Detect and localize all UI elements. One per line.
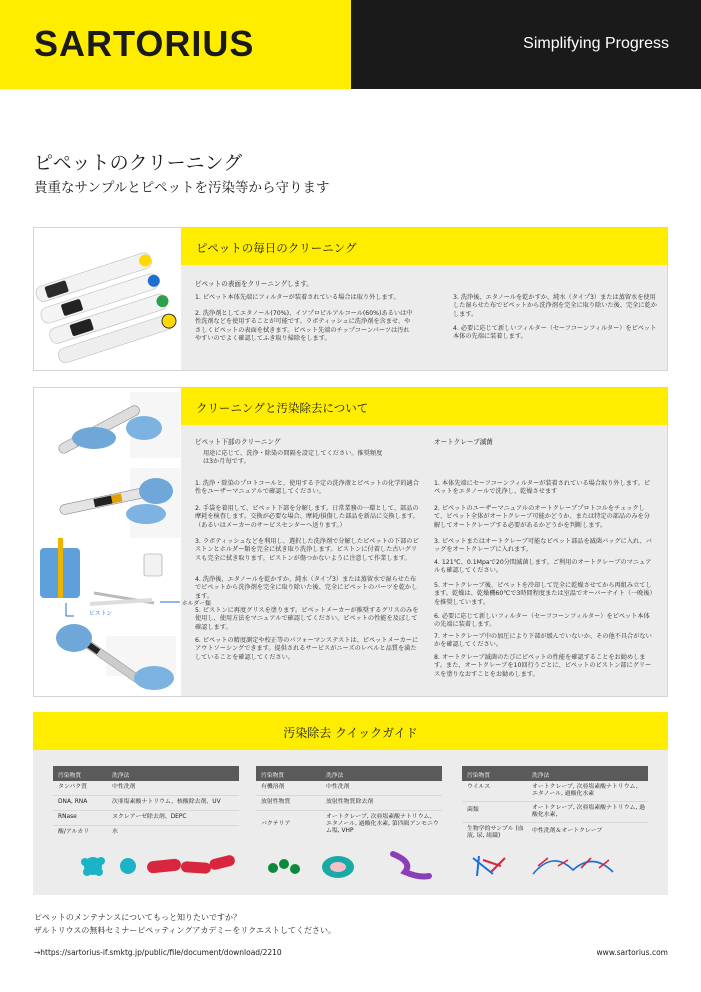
table-cell: オートクレーブ, 次亜塩素酸ナトリウム、エタノール, 過酸化水素, 第四級アンモニウム塩, VHP: [326, 814, 439, 835]
col-contaminant: 汚染物質: [467, 773, 491, 779]
table-row: [256, 796, 442, 811]
table-cell: 中性洗剤: [112, 784, 136, 790]
table-row: [53, 811, 239, 826]
col-method: 洗浄法: [112, 773, 130, 779]
disassembly-photos: [34, 388, 181, 696]
table-cell: DNA, RNA: [58, 799, 88, 805]
quick-table-3-header: [462, 766, 648, 781]
lower-step-5: 5. ピストンに再度グリスを塗ります。ピペットメーカーが推奨するグリスのみを使用し、使用方法をマニュアルで確認してください。ピペットの性能を及ぼして確認します。: [195, 607, 419, 631]
decontamination-body: [181, 425, 667, 696]
table-cell: バクテリア: [261, 821, 291, 827]
autoclave-step-1: 1. 本体先端にセーフコーンフィルターが装着されている場合取り外します。ピペットをエタノールで洗浄し、乾燥させます: [434, 480, 651, 496]
quick-table-3: [462, 766, 648, 843]
quick-guide-section: [33, 712, 668, 895]
sartorius-logo[interactable]: [34, 23, 255, 65]
table-row: [256, 811, 442, 841]
table-cell: 中性洗剤: [326, 784, 350, 790]
lower-step-6: 6. ピペットの精度測定や校正等のパフォーマンステストは、ピペットメーカーにアウトソーシングできます。提供されるサービスがニーズのレベルと品質を満たしていることを確認してください。: [195, 637, 419, 661]
table-cell: 中性洗剤＆オートクレーブ: [532, 828, 603, 834]
lower-step-4: 4. 洗浄後、エタノールを乾かすか、純水（タイプ3）または蒸留水で湿らせた布でピペットから洗浄剤を完全に取り除いた後、完全にピペットのパーツを乾かします。: [195, 576, 418, 600]
table-row: [462, 781, 648, 802]
autoclave-step-8: 8. オートクレーブ滅菌のたびにピペットの性能を確認することをお勧めします。また、オートクレーブを10回行うごとに、ピペットのピストン部にグリースを塗りなおすことをお勧めします。: [434, 654, 652, 678]
table-cell: ヌクレアーゼ除去剤、DEPC: [112, 814, 187, 820]
daily-step-3: 3. 洗浄後、エタノールを乾かすか、純水（タイプ3）または蒸留水を使用した湿らせた布でピペットから洗浄剤を完全に取り除いた後、完全に乾かします。: [453, 294, 657, 318]
pipettes-photo: [34, 228, 181, 370]
page-subtitle: 貴重なサンプルとピペットを汚染等から守ります: [34, 180, 330, 196]
autoclave-step-4: 4. 121℃、0.1Mpaで20分間滅菌します。ご利用のオートクレーブのマニュアルも確認してください。: [434, 559, 652, 575]
page-title: ピペットのクリーニング: [34, 152, 243, 174]
table-cell: オートクレーブ, 次亜塩素酸ナトリウム、エタノール, 過酸化水素: [532, 784, 642, 798]
table-cell: オートクレーブ, 次亜塩素酸ナトリウム, 過酸化水素,: [532, 805, 646, 819]
col-method: 洗浄法: [532, 773, 550, 779]
autoclave-title: オートクレーブ滅菌: [434, 438, 493, 446]
daily-intro: ピペットの表面をクリーニングします。: [195, 280, 313, 288]
header-tagline: Simplifying Progress: [523, 35, 669, 52]
lower-step-3: 3. ラボティッシュなどを利用し、選択した洗浄剤で分解したピペットの下部のピストンとホルダー類を完全に拭き取り洗浄します。ピストンに付着した古いグリスも完全に拭き取ります。ピストンが傷つかないように注意して作業します。: [195, 538, 419, 562]
table-cell: 放射性物質除去剤: [326, 799, 374, 805]
svg-text:SARTORIUS: SARTORIUS: [34, 23, 255, 64]
table-cell: ウイルス: [467, 784, 491, 790]
daily-step-4: 4. 必要に応じて新しいフィルター（セーフコーンフィルター）をピペット本体の先端に装着します。: [453, 325, 657, 341]
daily-cleaning-section: [33, 227, 668, 371]
table-row: [462, 823, 648, 843]
table-cell: 放射性物質: [261, 799, 291, 805]
quick-table-2: [256, 766, 442, 841]
decontamination-heading-band: [181, 388, 667, 425]
lower-cleaning-title: ピペット下部のクリーニング: [195, 438, 281, 446]
footer-website[interactable]: www.sartorius.com: [596, 948, 668, 957]
col-contaminant: 汚染物質: [261, 773, 285, 779]
quick-table-2-header: [256, 766, 442, 781]
autoclave-step-3: 3. ピペットまたはオートクレーブ可能なピペット部品を滅菌バッグに入れ、バッグをオートクレーブに入れます。: [434, 538, 652, 554]
table-row: [53, 781, 239, 796]
autoclave-step-2: 2. ピペットのユーザーマニュアルのオートクレーブプロトコルをチェックして、ピペット全体がオートクレーブ可能かどうか、または特定の部品のみを分解してオートクレーブする必要があるかどうかを判断します。: [434, 505, 650, 529]
table-cell: 次亜塩素酸ナトリウム、核酸除去剤、UV: [112, 799, 221, 805]
table-cell: 生物学的サンプル (血液, 尿, 組織): [467, 826, 524, 840]
decontamination-section: [33, 387, 668, 697]
table-cell: 菌類: [467, 807, 479, 813]
footer-request: ザルトリウスの無料セミナーピペッティングアカデミーをリクエストしてください。: [34, 926, 336, 935]
quick-table-1: [53, 766, 239, 841]
daily-cleaning-heading-band: [181, 228, 667, 265]
table-cell: 有機溶剤: [261, 784, 285, 790]
daily-step-1: 1. ピペット本体先端にフィルターが装着されている場合は取り外します。: [195, 294, 400, 301]
autoclave-step-6: 6. 必要に応じて新しいフィルター（セーフコーンフィルター）をピペット本体の先端に装着します。: [434, 613, 650, 629]
table-row: [462, 802, 648, 823]
lower-step-2: 2. 手袋を着用して、ピペット下部を分解します。日常業務の一環として、部品の摩耗を検査します。交換が必要な場合、摩耗/損傷した部品を新品に交換します。（あるいはメーカーのサービスセンターへ送ります。）: [195, 505, 419, 529]
quick-guide-heading: 汚染除去 クイックガイド: [283, 726, 418, 740]
table-row: [53, 826, 239, 841]
col-method: 洗浄法: [326, 773, 344, 779]
daily-step-2: 2. 洗浄剤としてエタノール(70%)、イソプロピルアルコール(60%)あるいは中性洗剤などを使用することが可能です。ラボティッシュに洗浄剤を含ませ、やさしくピペットの表面を拭きます。ピペット先端のチップコーンパーツは汚れやすいのでよく確認してふき取り掃除をします。: [195, 310, 413, 343]
quick-guide-heading-band: [33, 712, 668, 750]
col-contaminant: 汚染物質: [58, 773, 82, 779]
daily-cleaning-heading: ピペットの毎日のクリーニング: [196, 241, 357, 255]
autoclave-step-5: 5. オートクレーブ後、ピペットを冷却して完全に乾燥させてから再組み立てします。乾燥は、乾燥機60℃で3時間程度または室温でオーバーナイト（一晩後）を推奨しています。: [434, 582, 653, 606]
table-cell: 酸/アルカリ: [58, 829, 90, 835]
table-cell: タンパク質: [58, 784, 88, 790]
footer-question: ピペットのメンテナンスについてもっと知りたいですか？: [34, 913, 242, 922]
lower-cleaning-intro: 用途に応じて、洗浄・除染の間隔を設定してください。推奨頻度は3か月毎です。: [203, 450, 383, 466]
microbe-illustrations: [33, 846, 668, 886]
lower-step-1: 1. 洗浄・除染のプロトコールと、使用する予定の洗浄液とピペットの化学的適合性をユーザーマニュアルで確認してください。: [195, 480, 419, 496]
daily-cleaning-body: [181, 265, 667, 370]
table-cell: 水: [112, 829, 118, 835]
footer-link[interactable]: →https://sartorius-if.smktg.jp/public/file/document/download/2210: [34, 948, 282, 957]
decontamination-heading: クリーニングと汚染除去について: [196, 401, 369, 415]
table-row: [53, 796, 239, 811]
label-piston: ピストン: [89, 611, 113, 617]
quick-table-1-header: [53, 766, 239, 781]
table-row: [256, 781, 442, 796]
label-holder: ホルダー類: [182, 601, 211, 607]
autoclave-step-7: 7. オートクレーブ中の加圧により下部が緩んでいないか、その他不具合がないかを確認してください。: [434, 633, 652, 649]
table-cell: RNase: [58, 814, 77, 820]
